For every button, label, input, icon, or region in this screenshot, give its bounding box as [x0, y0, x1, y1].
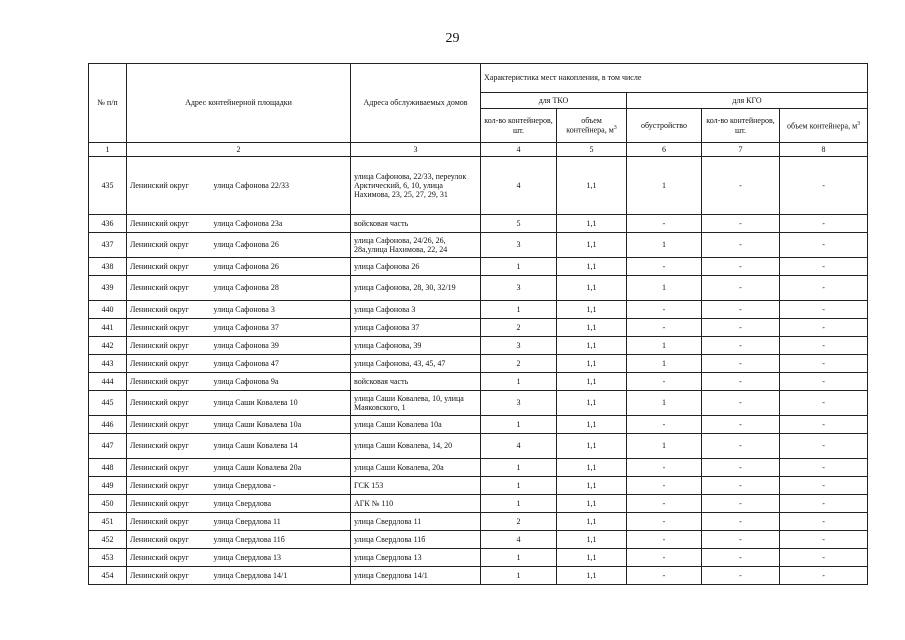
row-tko-volume: 1,1: [557, 567, 627, 585]
row-number: 444: [89, 373, 127, 391]
row-served-houses: АГК № 110: [351, 495, 481, 513]
row-tko-count: 4: [481, 434, 557, 459]
row-tko-count: 1: [481, 416, 557, 434]
row-tko-count: 2: [481, 319, 557, 337]
header-tko-volume: [557, 109, 627, 143]
row-tko-count: 2: [481, 355, 557, 373]
row-served-houses: улица Сафонова 26: [351, 258, 481, 276]
row-district: Ленинский округ: [127, 215, 211, 233]
row-tko-volume: 1,1: [557, 355, 627, 373]
row-kgo-count: -: [702, 215, 780, 233]
row-district: Ленинский округ: [127, 549, 211, 567]
row-number: 454: [89, 567, 127, 585]
row-served-houses: улица Сафонова, 28, 30, 32/19: [351, 276, 481, 301]
table-row: [89, 233, 868, 258]
row-tko-volume: 1,1: [557, 434, 627, 459]
row-kgo-volume: -: [780, 258, 868, 276]
row-street: улица Свердлова 14/1: [211, 567, 351, 585]
header-kgo-volume-text: объем контейнера, м: [786, 121, 858, 131]
row-kgo-setup: -: [627, 319, 702, 337]
row-tko-volume: 1,1: [557, 215, 627, 233]
row-number: 436: [89, 215, 127, 233]
row-district: Ленинский округ: [127, 531, 211, 549]
row-kgo-setup: 1: [627, 391, 702, 416]
header-num: № п/п: [89, 64, 127, 143]
row-kgo-setup: 1: [627, 434, 702, 459]
row-street: улица Сафонова 3: [211, 301, 351, 319]
row-tko-volume: 1,1: [557, 319, 627, 337]
table-row: [89, 459, 868, 477]
row-kgo-count: -: [702, 337, 780, 355]
row-district: Ленинский округ: [127, 337, 211, 355]
row-district: Ленинский округ: [127, 276, 211, 301]
col-number: 3: [351, 143, 481, 157]
table-body: [89, 157, 868, 585]
col-number: 2: [127, 143, 351, 157]
row-served-houses: улица Сафонова, 24/26, 26, 28а,улица Нахимова, 22, 24: [351, 233, 481, 258]
row-district: Ленинский округ: [127, 355, 211, 373]
row-district: Ленинский округ: [127, 416, 211, 434]
row-street: улица Свердлова: [211, 495, 351, 513]
row-kgo-setup: 1: [627, 337, 702, 355]
row-kgo-count: -: [702, 459, 780, 477]
row-tko-volume: 1,1: [557, 416, 627, 434]
row-number: 453: [89, 549, 127, 567]
row-served-houses: улица Сафонова 3: [351, 301, 481, 319]
row-kgo-volume: -: [780, 157, 868, 215]
row-tko-volume: 1,1: [557, 513, 627, 531]
row-tko-count: 2: [481, 513, 557, 531]
row-number: 440: [89, 301, 127, 319]
row-tko-count: 3: [481, 233, 557, 258]
table-row: [89, 301, 868, 319]
row-served-houses: улица Свердлова 14/1: [351, 567, 481, 585]
row-served-houses: улица Сафонова, 43, 45, 47: [351, 355, 481, 373]
volume-superscript: 3: [613, 125, 617, 132]
table-row: [89, 258, 868, 276]
row-street: улица Сафонова 22/33: [211, 157, 351, 215]
row-kgo-volume: -: [780, 391, 868, 416]
row-kgo-volume: -: [780, 355, 868, 373]
row-kgo-count: -: [702, 416, 780, 434]
row-tko-count: 1: [481, 459, 557, 477]
row-kgo-volume: -: [780, 531, 868, 549]
row-tko-volume: 1,1: [557, 233, 627, 258]
row-tko-volume: 1,1: [557, 459, 627, 477]
header-kgo-setup: обустройство: [627, 109, 702, 143]
container-sites-table: [88, 63, 868, 585]
table-row: [89, 319, 868, 337]
row-tko-count: 3: [481, 276, 557, 301]
row-district: Ленинский округ: [127, 495, 211, 513]
row-number: 448: [89, 459, 127, 477]
row-tko-count: 1: [481, 567, 557, 585]
table-row: [89, 531, 868, 549]
row-street: улица Сафонова 26: [211, 233, 351, 258]
row-number: 441: [89, 319, 127, 337]
row-street: улица Сафонова 9а: [211, 373, 351, 391]
row-served-houses: войсковая часть: [351, 373, 481, 391]
row-kgo-setup: -: [627, 416, 702, 434]
row-district: Ленинский округ: [127, 459, 211, 477]
table-row: [89, 215, 868, 233]
row-served-houses: улица Сафонова, 22/33, переулок Арктический, 6, 10, улица Нахимова, 23, 25, 27, 29, 31: [351, 157, 481, 215]
row-district: Ленинский округ: [127, 567, 211, 585]
table-row: [89, 434, 868, 459]
row-kgo-volume: -: [780, 477, 868, 495]
row-served-houses: ГСК 153: [351, 477, 481, 495]
row-kgo-volume: -: [780, 513, 868, 531]
row-district: Ленинский округ: [127, 258, 211, 276]
row-served-houses: улица Свердлова 13: [351, 549, 481, 567]
row-kgo-count: -: [702, 157, 780, 215]
row-kgo-setup: -: [627, 258, 702, 276]
row-number: 449: [89, 477, 127, 495]
row-tko-volume: 1,1: [557, 337, 627, 355]
page-number: 29: [445, 31, 460, 46]
row-kgo-volume: -: [780, 233, 868, 258]
row-served-houses: улица Саши Ковалева 10а: [351, 416, 481, 434]
row-district: Ленинский округ: [127, 319, 211, 337]
table-row: [89, 477, 868, 495]
row-kgo-setup: 1: [627, 233, 702, 258]
col-number: 5: [557, 143, 627, 157]
row-street: улица Сафонова 26: [211, 258, 351, 276]
col-number: 6: [627, 143, 702, 157]
row-kgo-volume: -: [780, 434, 868, 459]
row-number: 443: [89, 355, 127, 373]
row-kgo-count: -: [702, 276, 780, 301]
row-kgo-volume: -: [780, 337, 868, 355]
row-number: 437: [89, 233, 127, 258]
table-row: [89, 157, 868, 215]
row-tko-count: 1: [481, 301, 557, 319]
table-row: [89, 373, 868, 391]
row-served-houses: улица Саши Ковалева, 10, улица Маяковского, 1: [351, 391, 481, 416]
row-kgo-count: -: [702, 391, 780, 416]
table-header: [89, 64, 868, 157]
row-kgo-setup: -: [627, 567, 702, 585]
row-number: 439: [89, 276, 127, 301]
row-tko-count: 1: [481, 549, 557, 567]
table-row: [89, 276, 868, 301]
row-kgo-count: -: [702, 258, 780, 276]
row-kgo-setup: -: [627, 531, 702, 549]
row-number: 445: [89, 391, 127, 416]
row-kgo-count: -: [702, 477, 780, 495]
row-district: Ленинский округ: [127, 391, 211, 416]
header-characteristics: Характеристика мест накопления, в том числе: [481, 64, 868, 93]
header-kgo: для КГО: [627, 93, 868, 109]
row-tko-volume: 1,1: [557, 477, 627, 495]
row-kgo-setup: -: [627, 301, 702, 319]
row-kgo-count: -: [702, 495, 780, 513]
row-served-houses: улица Свердлова 11: [351, 513, 481, 531]
row-tko-count: 3: [481, 337, 557, 355]
row-street: улица Саши Ковалева 14: [211, 434, 351, 459]
col-number: 7: [702, 143, 780, 157]
row-tko-count: 1: [481, 495, 557, 513]
row-number: 438: [89, 258, 127, 276]
table-row: [89, 355, 868, 373]
row-district: Ленинский округ: [127, 301, 211, 319]
row-kgo-count: -: [702, 567, 780, 585]
row-kgo-count: -: [702, 319, 780, 337]
row-kgo-setup: 1: [627, 276, 702, 301]
row-kgo-volume: -: [780, 276, 868, 301]
row-street: улица Свердлова 11: [211, 513, 351, 531]
row-district: Ленинский округ: [127, 513, 211, 531]
row-kgo-setup: -: [627, 549, 702, 567]
row-street: улица Саши Ковалева 10а: [211, 416, 351, 434]
row-kgo-volume: -: [780, 215, 868, 233]
table-row: [89, 337, 868, 355]
row-kgo-setup: -: [627, 495, 702, 513]
row-number: 442: [89, 337, 127, 355]
row-served-houses: улица Сафонова, 39: [351, 337, 481, 355]
header-kgo-volume: [780, 109, 868, 143]
row-street: улица Саши Ковалева 10: [211, 391, 351, 416]
row-number: 452: [89, 531, 127, 549]
row-street: улица Саши Ковалева 20а: [211, 459, 351, 477]
row-kgo-volume: -: [780, 373, 868, 391]
row-number: 450: [89, 495, 127, 513]
row-tko-volume: 1,1: [557, 549, 627, 567]
row-kgo-count: -: [702, 549, 780, 567]
row-kgo-volume: -: [780, 301, 868, 319]
row-served-houses: улица Саши Ковалева, 20а: [351, 459, 481, 477]
row-district: Ленинский округ: [127, 373, 211, 391]
row-tko-volume: 1,1: [557, 495, 627, 513]
volume-superscript: 3: [857, 120, 861, 127]
row-tko-count: 1: [481, 258, 557, 276]
row-kgo-volume: -: [780, 416, 868, 434]
header-tko-count: кол-во контейнеров, шт.: [481, 109, 557, 143]
row-kgo-count: -: [702, 434, 780, 459]
column-numbers-row: [89, 143, 868, 157]
row-kgo-setup: 1: [627, 157, 702, 215]
row-tko-volume: 1,1: [557, 276, 627, 301]
row-kgo-setup: 1: [627, 355, 702, 373]
row-kgo-volume: -: [780, 549, 868, 567]
row-kgo-setup: -: [627, 373, 702, 391]
row-tko-count: 4: [481, 157, 557, 215]
row-tko-count: 3: [481, 391, 557, 416]
row-street: улица Сафонова 39: [211, 337, 351, 355]
col-number: 8: [780, 143, 868, 157]
col-number: 4: [481, 143, 557, 157]
row-street: улица Сафонова 28: [211, 276, 351, 301]
row-kgo-count: -: [702, 301, 780, 319]
header-tko: для ТКО: [481, 93, 627, 109]
header-tko-volume-text: объем контейнера, м: [566, 115, 614, 135]
row-tko-volume: 1,1: [557, 531, 627, 549]
row-street: улица Сафонова 37: [211, 319, 351, 337]
table-row: [89, 567, 868, 585]
row-kgo-count: -: [702, 373, 780, 391]
header-address: Адрес контейнерной площадки: [127, 64, 351, 143]
table-row: [89, 549, 868, 567]
row-district: Ленинский округ: [127, 434, 211, 459]
row-tko-count: 5: [481, 215, 557, 233]
row-kgo-count: -: [702, 531, 780, 549]
row-tko-volume: 1,1: [557, 373, 627, 391]
row-kgo-setup: -: [627, 215, 702, 233]
table-row: [89, 391, 868, 416]
row-served-houses: улица Саши Ковалева, 14, 20: [351, 434, 481, 459]
row-kgo-volume: -: [780, 567, 868, 585]
row-street: улица Свердлова 11б: [211, 531, 351, 549]
row-kgo-count: -: [702, 355, 780, 373]
row-kgo-count: -: [702, 233, 780, 258]
row-kgo-setup: -: [627, 513, 702, 531]
row-number: 451: [89, 513, 127, 531]
header-served: Адреса обслуживаемых домов: [351, 64, 481, 143]
row-served-houses: улица Свердлова 11б: [351, 531, 481, 549]
row-district: Ленинский округ: [127, 157, 211, 215]
row-served-houses: войсковая часть: [351, 215, 481, 233]
row-tko-count: 1: [481, 477, 557, 495]
row-tko-volume: 1,1: [557, 301, 627, 319]
row-district: Ленинский округ: [127, 477, 211, 495]
col-number: 1: [89, 143, 127, 157]
row-tko-volume: 1,1: [557, 157, 627, 215]
row-kgo-setup: -: [627, 477, 702, 495]
row-street: улица Свердлова 13: [211, 549, 351, 567]
table-row: [89, 416, 868, 434]
row-kgo-volume: -: [780, 319, 868, 337]
row-tko-volume: 1,1: [557, 258, 627, 276]
header-kgo-count: кол-во контейнеров, шт.: [702, 109, 780, 143]
row-number: 447: [89, 434, 127, 459]
row-kgo-volume: -: [780, 495, 868, 513]
row-kgo-count: -: [702, 513, 780, 531]
row-number: 435: [89, 157, 127, 215]
row-served-houses: улица Сафонова 37: [351, 319, 481, 337]
row-street: улица Сафонова 23а: [211, 215, 351, 233]
row-street: улица Сафонова 47: [211, 355, 351, 373]
row-tko-volume: 1,1: [557, 391, 627, 416]
row-number: 446: [89, 416, 127, 434]
row-kgo-setup: -: [627, 459, 702, 477]
row-tko-count: 1: [481, 373, 557, 391]
table-row: [89, 495, 868, 513]
table-row: [89, 513, 868, 531]
row-kgo-volume: -: [780, 459, 868, 477]
row-district: Ленинский округ: [127, 233, 211, 258]
row-tko-count: 4: [481, 531, 557, 549]
row-street: улица Свердлова -: [211, 477, 351, 495]
